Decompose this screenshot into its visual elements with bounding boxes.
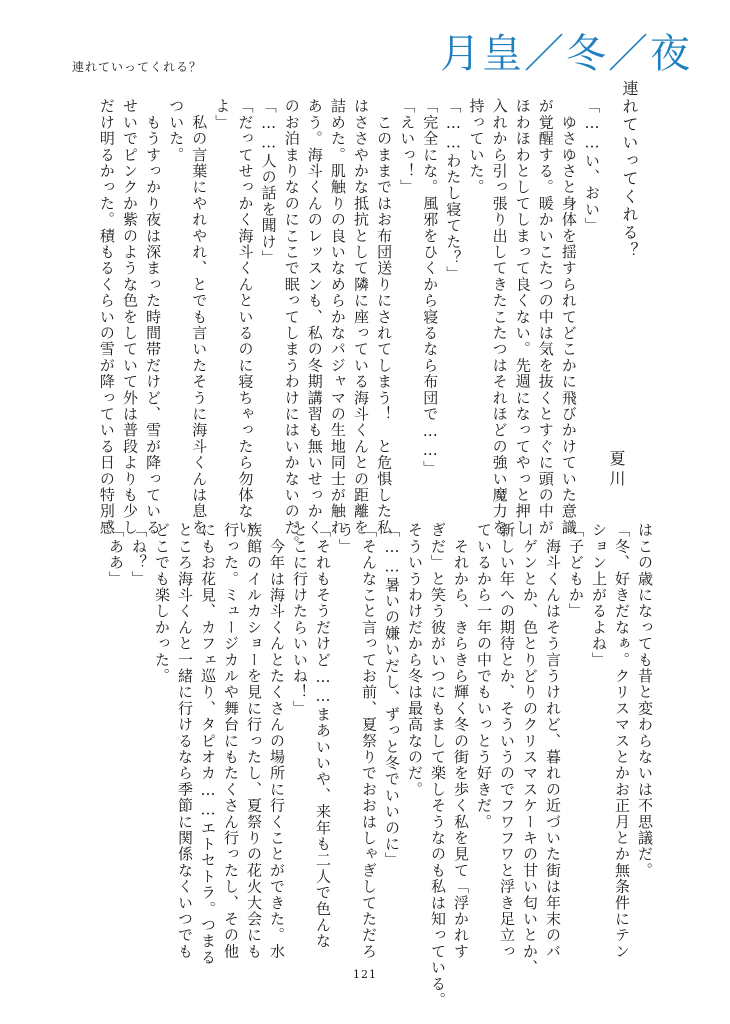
text-column: 「……暑いの嫌いだし、ずっと冬でいいのに」: [383, 522, 401, 869]
text-column: はこの歳になっても昔と変わらないは不思議だ。: [636, 522, 654, 879]
text-column: 「そんなこと言ってお前、夏祭りでおおはしゃぎしてただろ: [360, 522, 378, 960]
text-column: ゆさゆさと身体を揺すられてどこかに飛びかけていた意識: [559, 98, 578, 536]
text-column: 入れから引っ張り出してきたこたつはそれほどの強い魔力を: [490, 98, 509, 536]
text-column: 新しい年への期待とか、そういうのでフワフワと浮き足立っ: [498, 522, 516, 960]
text-column: 「えいっ！」: [398, 98, 417, 196]
text-column: このままではお布団送りにされてしまう！ と危惧した私: [375, 98, 394, 536]
text-column: 「それもそうだけど……まあいいや、来年も二人で色んな: [314, 522, 332, 950]
text-column: どこでも楽しかった。: [153, 522, 171, 684]
text-column: 私の言葉にやれやれ、とでも言いたそうに海斗くんは息を: [190, 98, 209, 536]
text-column: が覚醒する。暖かいこたつの中は気を抜くとすぐに頭の中が: [536, 98, 555, 536]
text-column: 詰めた。肌触りの良いなめらかなパジャマの生地同士が触れ: [328, 98, 347, 536]
text-column: ほわほわとしてしまって良くない。先週になってやっと押し: [513, 98, 532, 536]
text-column: 「だってせっかく海斗くんといるのに寝ちゃったら勿体ない: [236, 98, 255, 536]
text-column: 族館のイルカショーを見に行ったし、夏祭りの花火大会にも: [245, 522, 263, 960]
series-title: 月皇／冬／夜: [440, 31, 692, 77]
text-column: だけ明るかった。積もるくらいの雪が降っている日の特別感: [97, 98, 116, 536]
page-number: 121: [353, 968, 377, 981]
story-title: 連れていってくれる？: [620, 80, 639, 260]
text-column: それから、きらきら輝く冬の街を歩く私を見て「浮かれす: [452, 522, 470, 960]
text-column: 海斗くんはそう言うけれど、暮れの近づいた街は年末のバ: [544, 522, 562, 960]
text-column: ション上がるよね」: [590, 522, 608, 668]
text-column: はささやかな抵抗として隣に座っている海斗くんとの距離を: [352, 98, 370, 536]
text-column: 今年は海斗くんとたくさんの場所に行くことができた。水: [268, 522, 286, 960]
text-column: 行った。ミュージカルや舞台にもたくさん行ったし、その他: [222, 522, 240, 960]
text-column: ところ海斗くんと一緒に行けるなら季節に関係なくいつでも: [176, 522, 194, 960]
text-column: ーゲンとか、色とりどりのクリスマスケーキの甘い匂いとか、: [521, 522, 539, 976]
text-column: あう。海斗くんのレッスンも、私の冬期講習も無いせっかく: [305, 98, 324, 536]
text-column: にもお花見、カフェ巡り、タピオカ……エトセトラ。つまる: [199, 522, 217, 966]
text-column: 「ああ」: [107, 522, 125, 587]
text-column: 「冬、好きだなぁ。クリスマスとかお正月とか無条件にテン: [613, 522, 631, 960]
text-column: 「……人の話を聞け」: [259, 98, 278, 266]
text-column: 「子どもか」: [567, 522, 585, 620]
text-column: そういうわけだから冬は最高なのだ。: [406, 522, 424, 798]
text-column: よ」: [213, 98, 232, 131]
text-column: とこに行けたらいいね！」: [291, 522, 309, 717]
text-column: もうすっかり夜は深まった時間帯だけど、雪が降っている: [144, 98, 163, 536]
text-column: 「……い、おい」: [583, 98, 601, 234]
text-column: 持っていた。: [467, 98, 486, 196]
text-column: ているから一年の中でもいっとう好きだ。: [475, 522, 493, 830]
text-column: ついた。: [167, 98, 186, 163]
text-column: 「ね？」: [130, 522, 148, 587]
author-name: 夏川: [607, 450, 626, 490]
text-column: せいでピンクか紫のような色をしていて外は普段よりも少し: [121, 98, 139, 536]
text-column: 「完全にな。風邪をひくから寝るなら布団で……」: [421, 98, 440, 477]
text-column: ぎだ」と笑う彼がいつにもまして楽しそうなのも私は知っている。: [429, 522, 447, 1008]
text-column: のお泊まりなのにここで眠ってしまうわけにはいかないのだ。: [282, 98, 301, 552]
text-column: 「……わたし寝てた？」: [444, 98, 463, 283]
text-column: う」: [337, 522, 355, 555]
running-title: 連れていってくれる？: [72, 60, 203, 74]
